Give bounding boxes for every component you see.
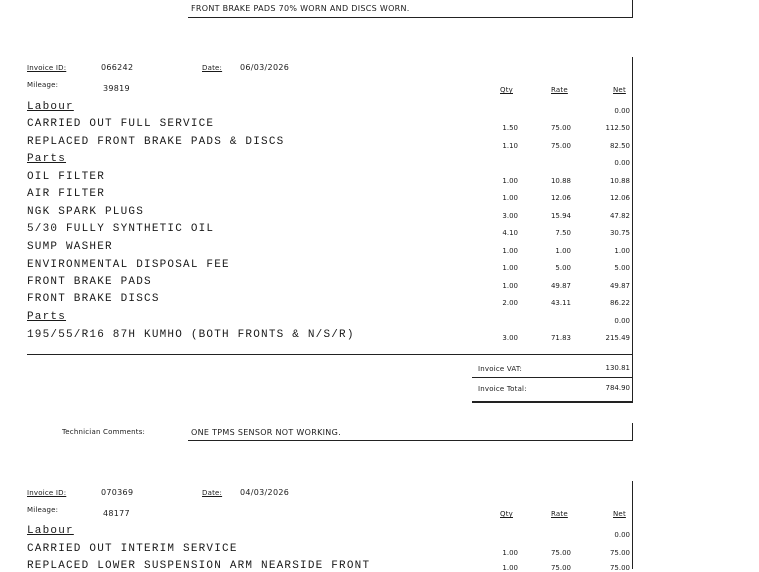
rate-header: Rate <box>551 86 568 94</box>
line-item-rate: 1.00 <box>555 247 571 255</box>
labour-section-title: Labour <box>27 101 74 113</box>
line-item-description: OIL FILTER <box>27 171 106 183</box>
mileage-label: Mileage: <box>27 506 59 514</box>
qty-header: Qty <box>500 86 513 94</box>
line-item-description: ENVIRONMENTAL DISPOSAL FEE <box>27 259 230 271</box>
invoice-vat-value: 130.81 <box>605 364 630 372</box>
line-item-description: AIR FILTER <box>27 188 106 200</box>
line-item-qty: 1.00 <box>502 247 518 255</box>
invoice-total-value: 784.90 <box>605 384 630 392</box>
labour-section-net: 0.00 <box>614 531 630 539</box>
line-item-net: 1.00 <box>614 247 630 255</box>
labour-section-title: Labour <box>27 525 74 537</box>
line-item-qty: 3.00 <box>502 334 518 342</box>
labour-section-net: 0.00 <box>614 107 630 115</box>
line-item-net: 30.75 <box>609 229 630 237</box>
invoice-id-value: 070369 <box>101 488 134 497</box>
mileage-label: Mileage: <box>27 81 59 89</box>
line-item-description: CARRIED OUT INTERIM SERVICE <box>27 543 238 555</box>
line-item-qty: 3.00 <box>502 212 518 220</box>
line-item-rate: 71.83 <box>550 334 571 342</box>
line-item-net: 112.50 <box>605 124 630 132</box>
technician-comments-label: Technician Comments: <box>62 428 146 436</box>
line-item-rate: 75.00 <box>550 124 571 132</box>
line-item-rate: 7.50 <box>555 229 571 237</box>
line-item-rate: 49.87 <box>550 282 571 290</box>
line-item-net: 82.50 <box>609 142 630 150</box>
line-item-net: 75.00 <box>609 564 630 572</box>
totals-divider <box>27 354 633 355</box>
line-item-net: 12.06 <box>609 194 630 202</box>
date-label: Date: <box>202 489 223 497</box>
line-item-net: 75.00 <box>609 549 630 557</box>
invoice-id-label: Invoice ID: <box>27 64 67 72</box>
net-header: Net <box>613 510 626 518</box>
line-item-qty: 1.00 <box>502 282 518 290</box>
line-item-qty: 4.10 <box>502 229 518 237</box>
parts-section-title: Parts <box>27 153 67 165</box>
qty-header: Qty <box>500 510 513 518</box>
line-item-description: 195/55/R16 87H KUMHO (BOTH FRONTS & N/S/R) <box>27 329 355 341</box>
date-label: Date: <box>202 64 223 72</box>
line-item-description: FRONT BRAKE PADS <box>27 276 152 288</box>
line-item-qty: 1.00 <box>502 549 518 557</box>
line-item-net: 5.00 <box>614 264 630 272</box>
date-value: 06/03/2026 <box>240 63 290 72</box>
line-item-rate: 75.00 <box>550 549 571 557</box>
parts-section-net: 0.00 <box>614 159 630 167</box>
line-item-rate: 75.00 <box>550 564 571 572</box>
line-item-net: 10.88 <box>609 177 630 185</box>
line-item-description: 5/30 FULLY SYNTHETIC OIL <box>27 223 215 235</box>
line-item-rate: 15.94 <box>550 212 571 220</box>
mileage-value: 48177 <box>103 509 130 518</box>
line-item-net: 47.82 <box>609 212 630 220</box>
line-item-qty: 1.00 <box>502 564 518 572</box>
line-item-qty: 1.10 <box>502 142 518 150</box>
line-item-description: FRONT BRAKE DISCS <box>27 293 160 305</box>
line-item-rate: 12.06 <box>550 194 571 202</box>
line-item-net: 86.22 <box>609 299 630 307</box>
line-item-description: NGK SPARK PLUGS <box>27 206 145 218</box>
invoice-total-label: Invoice Total: <box>478 385 527 393</box>
technician-comment: ONE TPMS SENSOR NOT WORKING. <box>191 428 341 437</box>
line-item-qty: 2.00 <box>502 299 518 307</box>
line-item-rate: 5.00 <box>555 264 571 272</box>
line-item-rate: 43.11 <box>550 299 571 307</box>
line-item-qty: 1.00 <box>502 194 518 202</box>
rate-header: Rate <box>551 510 568 518</box>
date-value: 04/03/2026 <box>240 488 290 497</box>
line-item-description: CARRIED OUT FULL SERVICE <box>27 118 215 130</box>
line-item-net: 49.87 <box>609 282 630 290</box>
parts-section-net: 0.00 <box>614 317 630 325</box>
line-item-net: 215.49 <box>605 334 630 342</box>
line-item-description: REPLACED LOWER SUSPENSION ARM NEARSIDE FRONT <box>27 560 371 572</box>
invoice-id-label: Invoice ID: <box>27 489 67 497</box>
invoice-id-value: 066242 <box>101 63 134 72</box>
line-item-rate: 10.88 <box>550 177 571 185</box>
mileage-value: 39819 <box>103 84 130 93</box>
line-item-qty: 1.50 <box>502 124 518 132</box>
invoice-vat-label: Invoice VAT: <box>478 365 523 373</box>
line-item-description: SUMP WASHER <box>27 241 113 253</box>
top-technician-comment: FRONT BRAKE PADS 70% WORN AND DISCS WORN. <box>191 4 410 13</box>
line-item-description: REPLACED FRONT BRAKE PADS & DISCS <box>27 136 285 148</box>
line-item-rate: 75.00 <box>550 142 571 150</box>
line-item-qty: 1.00 <box>502 177 518 185</box>
net-header: Net <box>613 86 626 94</box>
parts-section-title: Parts <box>27 311 67 323</box>
line-item-qty: 1.00 <box>502 264 518 272</box>
